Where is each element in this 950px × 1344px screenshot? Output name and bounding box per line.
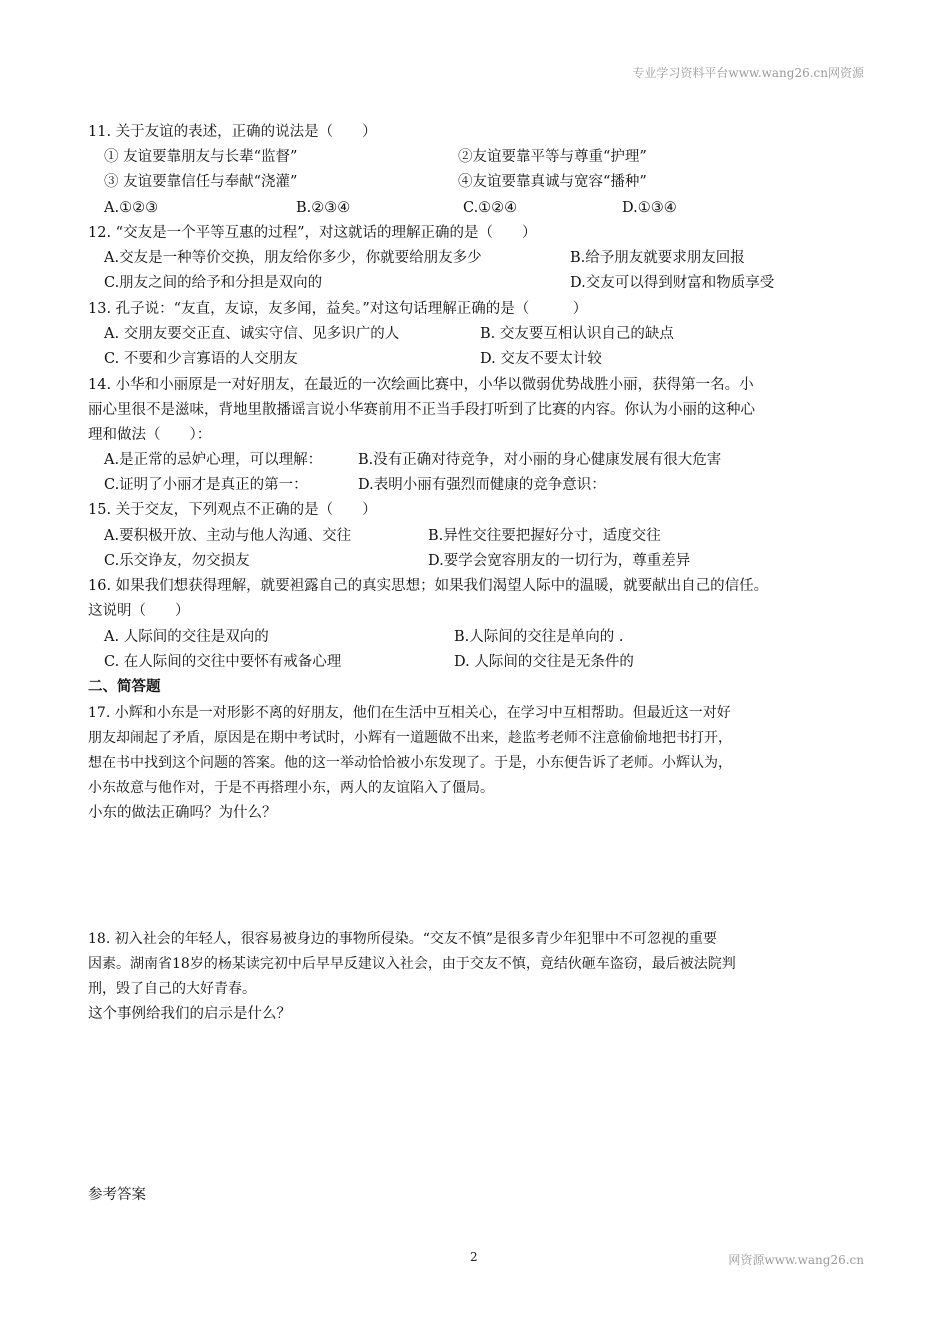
q12-option-c: C.朋友之间的给予和分担是双向的 <box>104 275 323 291</box>
q13-option-c: C. 不要和少言寡语的人交朋友 <box>104 351 298 367</box>
q11-stem: 11. 关于友谊的表述，正确的说法是（ ） <box>88 124 377 140</box>
q14-option-c: C.证明了小丽才是真正的第一： <box>104 477 308 493</box>
q18-line-3: 刑，毁了自己的大好青春。 <box>88 981 256 997</box>
q13-option-b: B. 交友要互相认识自己的缺点 <box>480 326 674 342</box>
q11-statement-1: ① 友谊要靠朋友与长辈“监督” <box>104 149 298 165</box>
q12-option-d: D.交友可以得到财富和物质享受 <box>570 275 775 291</box>
q18-line-1: 18. 初入社会的年轻人，很容易被身边的事物所侵染。“交友不慎”是很多青少年犯罪中不可忽视的重要 <box>88 931 718 947</box>
q16-line-1: 16. 如果我们想获得理解，就要袒露自己的真实思想；如果我们渴望人际中的温暖，就要献出自己的信任。 <box>88 578 769 594</box>
q16-option-d: D. 人际间的交往是无条件的 <box>454 654 634 670</box>
q17-question: 小东的做法正确吗？为什么？ <box>88 805 277 821</box>
q11-statement-2: ②友谊要靠平等与尊重“护理” <box>458 149 647 165</box>
q11-statement-4: ④友谊要靠真诚与宽容“播种” <box>458 174 647 190</box>
q14-option-a: A.是正常的忌妒心理，可以理解： <box>104 452 323 468</box>
q11-option-b: B.②③④ <box>296 200 351 216</box>
q12-option-b: B.给予朋友就要求朋友回报 <box>570 250 745 266</box>
q16-option-c: C. 在人际间的交往中要怀有戒备心理 <box>104 654 342 670</box>
q17-line-1: 17. 小辉和小东是一对形影不离的好朋友，他们在生活中互相关心，在学习中互相帮助。但最近这一对好 <box>88 705 731 721</box>
q18-question: 这个事例给我们的启示是什么？ <box>88 1006 291 1022</box>
q11-statement-3: ③ 友谊要靠信任与奉献“浇灌” <box>104 174 298 190</box>
q16-option-a: A. 人际间的交往是双向的 <box>104 629 269 645</box>
q18-line-2: 因素。湖南省18岁的杨某读完初中后早早反建议入社会，由于交友不慎，竟结伙砸车盗窃，最后被法院判 <box>88 956 736 972</box>
q14-line-2: 丽心里很不是滋味，背地里散播谣言说小华赛前用不正当手段打听到了比赛的内容。你认为小丽的这种心 <box>88 402 755 418</box>
header-site: 专业学习资料平台www.wang26.cn网资源 <box>632 66 864 80</box>
q17-line-4: 小东故意与他作对，于是不再搭理小东，两人的友谊陷入了僵局。 <box>88 780 494 796</box>
q15-option-d: D.要学会宽容朋友的一切行为，尊重差异 <box>428 553 691 569</box>
page-number: 2 <box>470 1250 478 1264</box>
q15-option-b: B.异性交往要把握好分寸，适度交往 <box>428 528 661 544</box>
q16-line-2: 这说明（ ） <box>88 603 190 619</box>
q13-option-a: A. 交朋友要交正直、诚实守信、见多识广的人 <box>104 326 400 342</box>
q13-stem: 13. 孔子说：“友直，友谅，友多闻，益矣。”对这句话理解正确的是（ ） <box>88 301 588 317</box>
q17-line-2: 朋友却闹起了矛盾，原因是在期中考试时，小辉有一道题做不出来，趁监考老师不注意偷偷地把书打开， <box>88 730 732 746</box>
q17-line-3: 想在书中找到这个问题的答案。他的这一举动恰恰被小东发现了。于是，小东便告诉了老师。小辉认为， <box>88 755 732 771</box>
q14-line-1: 14. 小华和小丽原是一对好朋友，在最近的一次绘画比赛中，小华以微弱优势战胜小丽，获得第一名。小 <box>88 377 754 393</box>
q15-option-c: C.乐交诤友，勿交损友 <box>104 553 250 569</box>
q14-option-d: D.表明小丽有强烈而健康的竞争意识： <box>358 477 606 493</box>
q12-option-a: A.交友是一种等价交换，朋友给你多少，你就要给朋友多少 <box>104 250 482 266</box>
section-title: 二、简答题 <box>88 678 161 695</box>
q16-option-b: B.人际间的交往是单向的 . <box>454 629 624 645</box>
q11-option-d: D.①③④ <box>622 200 677 216</box>
q11-option-c: C.①②④ <box>463 200 518 216</box>
q15-stem: 15. 关于交友，下列观点不正确的是（ ） <box>88 502 377 518</box>
q15-option-a: A.要积极开放、主动与他人沟通、交往 <box>104 528 352 544</box>
q11-option-a: A.①②③ <box>104 200 159 216</box>
footer-site: 网资源www.wang26.cn <box>728 1253 864 1267</box>
answers-title: 参考答案 <box>88 1187 146 1203</box>
q14-option-b: B.没有正确对待竞争，对小丽的身心健康发展有很大危害 <box>358 452 722 468</box>
q14-line-3: 理和做法（ ）： <box>88 427 212 443</box>
q13-option-d: D. 交友不要太计较 <box>480 351 602 367</box>
q12-stem: 12. “交友是一个平等互惠的过程”，对这就话的理解正确的是（ ） <box>88 225 537 241</box>
